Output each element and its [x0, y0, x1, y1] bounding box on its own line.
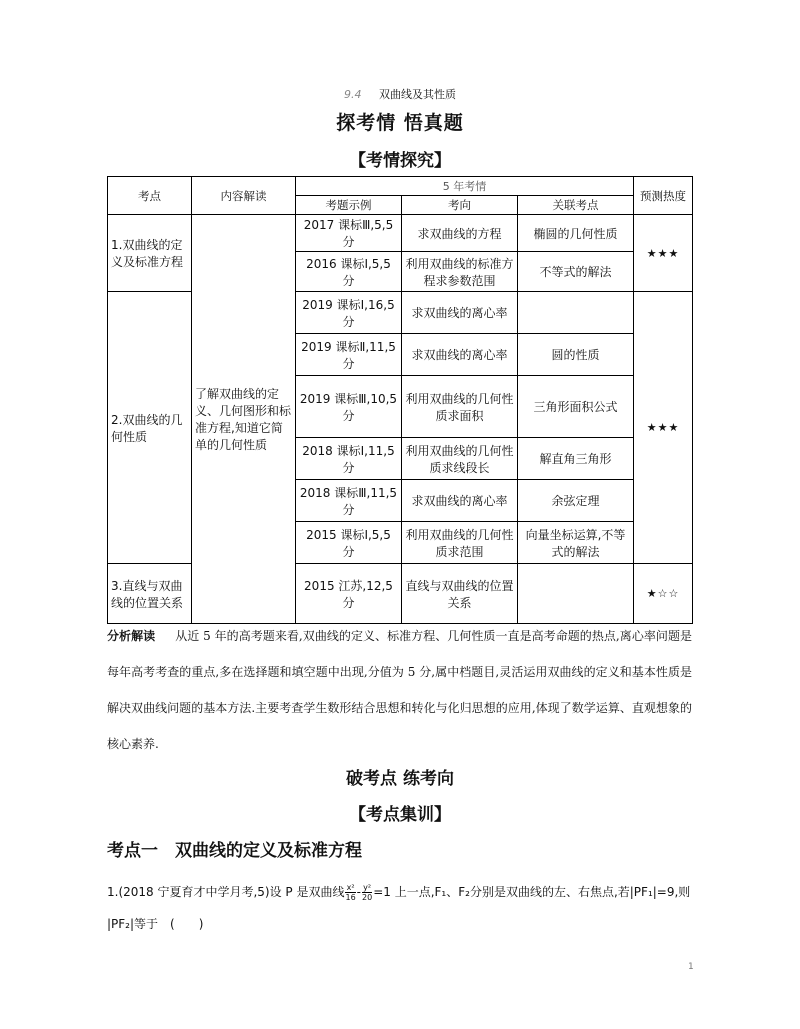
related-cell: 余弦定理 — [518, 480, 634, 522]
section-title: 破考点 练考向 — [346, 769, 454, 789]
direction-cell: 利用双曲线的标准方程求参数范围 — [402, 252, 518, 292]
fraction-x — [345, 883, 355, 902]
question-prefix: 1.(2018 宁夏育才中学月考,5)设 P 是双曲线 — [107, 885, 345, 899]
example-cell: 2018 课标Ⅲ,11,5 分 — [296, 480, 402, 522]
example-cell: 2015 江苏,12,5 分 — [296, 564, 402, 624]
heat-stars: ★☆☆ — [634, 564, 693, 624]
example-cell: 2018 课标Ⅰ,11,5 分 — [296, 438, 402, 480]
kaodian-cell: 3.直线与双曲线的位置关系 — [108, 564, 192, 624]
fraction-y — [362, 883, 372, 902]
question-suffix: =1 上一点,F₁、F₂分别是双曲线的左、右焦点,若|PF₁|=9,则 — [373, 885, 691, 899]
section-number: 9.4 — [344, 88, 362, 101]
table-row — [108, 215, 693, 252]
fraction-x-num: x² — [346, 883, 355, 892]
related-cell: 椭圆的几何性质 — [518, 215, 634, 252]
point-heading: 考点一 双曲线的定义及标准方程 — [107, 841, 362, 861]
header-neirong: 内容解读 — [192, 177, 296, 215]
section-name: 双曲线及其性质 — [379, 88, 456, 101]
question-line2: |PF₂|等于 ( ) — [107, 917, 204, 931]
analysis-paragraph — [107, 618, 692, 762]
example-cell: 2015 课标Ⅰ,5,5 分 — [296, 522, 402, 564]
heat-stars: ★★★ — [634, 215, 693, 292]
analysis-label: 分析解读 — [107, 629, 156, 643]
direction-cell: 利用双曲线的几何性质求范围 — [402, 522, 518, 564]
question-1 — [107, 876, 692, 940]
header-direction: 考向 — [402, 196, 518, 215]
example-cell: 2019 课标Ⅱ,11,5 分 — [296, 334, 402, 376]
section-subtitle: 【考点集训】 — [349, 805, 451, 825]
fraction-y-den: 20 — [362, 893, 373, 902]
running-header — [0, 86, 800, 102]
minus-sign: - — [356, 885, 362, 899]
page-title: 探考情 悟真题 — [336, 112, 464, 134]
header-example: 考题示例 — [296, 196, 402, 215]
header-kaodian: 考点 — [108, 177, 192, 215]
direction-cell: 求双曲线的离心率 — [402, 334, 518, 376]
fraction-x-den: 16 — [345, 893, 356, 902]
related-cell — [518, 564, 634, 624]
header-five-year-label: 5 年考情 — [442, 180, 487, 193]
direction-cell: 求双曲线的离心率 — [402, 480, 518, 522]
related-cell: 向量坐标运算,不等式的解法 — [518, 522, 634, 564]
related-cell: 不等式的解法 — [518, 252, 634, 292]
heat-stars: ★★★ — [634, 292, 693, 564]
example-cell: 2017 课标Ⅲ,5,5 分 — [296, 215, 402, 252]
analysis-text: 从近 5 年的高考题来看,双曲线的定义、标准方程、几何性质一直是高考命题的热点,离心率问题是每年高考考查的重点,多在选择题和填空题中出现,分值为 5 分,属中档题目,灵活运用双曲线的定义和基本性质是解决双曲线问题的基本方法.主要考查学生数形结合思想和转化与化归思想的应用,体现了数学运算、直观想象的核心素养. — [107, 629, 692, 751]
fraction-y-num: y² — [363, 883, 372, 892]
direction-cell: 求双曲线的方程 — [402, 215, 518, 252]
direction-cell: 直线与双曲线的位置关系 — [402, 564, 518, 624]
header-related: 关联考点 — [518, 196, 634, 215]
header-heat: 预测热度 — [634, 177, 693, 215]
header-five-year — [296, 177, 634, 196]
direction-cell: 利用双曲线的几何性质求面积 — [402, 376, 518, 438]
direction-cell: 利用双曲线的几何性质求线段长 — [402, 438, 518, 480]
kaodian-cell: 1.双曲线的定义及标准方程 — [108, 215, 192, 292]
kaodian-cell: 2.双曲线的几何性质 — [108, 292, 192, 564]
related-cell: 圆的性质 — [518, 334, 634, 376]
direction-cell: 求双曲线的离心率 — [402, 292, 518, 334]
exam-analysis-table — [107, 176, 693, 624]
related-cell — [518, 292, 634, 334]
page-number: 1 — [688, 962, 694, 972]
subtitle-kaoqing: 【考情探究】 — [349, 151, 451, 171]
related-cell: 三角形面积公式 — [518, 376, 634, 438]
example-cell: 2019 课标Ⅲ,10,5 分 — [296, 376, 402, 438]
example-cell: 2016 课标Ⅰ,5,5 分 — [296, 252, 402, 292]
related-cell: 解直角三角形 — [518, 438, 634, 480]
neirong-cell: 了解双曲线的定义、几何图形和标准方程,知道它简单的几何性质 — [192, 215, 296, 624]
example-cell: 2019 课标Ⅰ,16,5 分 — [296, 292, 402, 334]
